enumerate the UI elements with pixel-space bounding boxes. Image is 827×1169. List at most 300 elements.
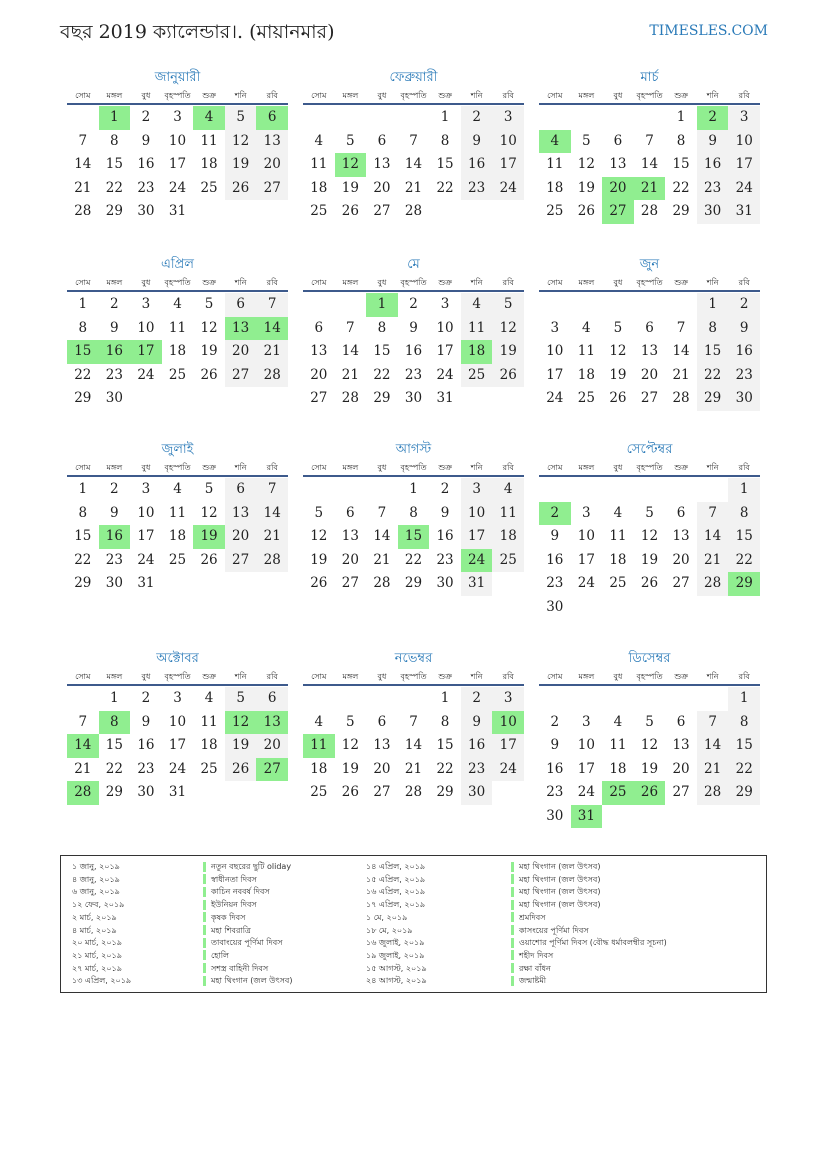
weekday-label: মঙ্গল [106,672,123,681]
empty-cell [303,478,335,502]
day-cell: 21 [74,179,92,196]
day-cell: 25 [310,203,328,219]
empty-cell [602,293,634,317]
day-cell: 31 [137,575,155,591]
day-cell: 27 [225,549,257,573]
day-cell: 28 [256,364,288,388]
holiday-name: মহা থিংগান (জল উৎসব) [519,887,601,897]
day-cell: 21 [256,340,288,364]
month-name: অক্টোবর [156,651,199,666]
day-cell: 18 [200,737,218,753]
weekday-label: বুধ [141,91,151,100]
month-name: আগস্ট [395,442,432,457]
day-cell: 10 [492,130,524,154]
weekday-label: শুক্র [674,91,688,100]
holiday-day-cell: 14 [256,317,288,341]
day-cell: 27 [640,390,659,406]
holiday-date: ৪ জানু, ২০১৯ [72,874,120,884]
holiday-marker [203,925,206,935]
holiday-marker [511,950,514,960]
day-cell: 7 [409,132,418,149]
day-cell: 3 [173,690,182,706]
day-cell: 26 [225,177,257,201]
day-cell: 7 [697,502,729,526]
empty-cell [398,106,430,130]
day-cell: 24 [436,366,454,383]
site-link[interactable]: TIMESLES.COM [649,23,768,39]
day-cell: 21 [341,366,359,383]
holiday-date: ১ মে, ২০১৯ [366,912,408,922]
day-cell: 24 [168,760,187,777]
day-cell: 16 [137,737,155,753]
day-cell: 9 [728,317,760,341]
weekday-header [539,671,760,686]
day-cell: 6 [225,293,257,317]
day-cell: 25 [310,784,328,800]
empty-cell [602,106,634,130]
day-cell: 9 [461,130,493,154]
day-cell: 29 [697,387,729,411]
weekday-label: সোম [311,672,327,681]
holiday-marker [203,862,206,872]
day-cell: 2 [409,296,418,312]
weekday-label: মঙ্গল [342,672,359,681]
day-cell: 26 [200,551,218,568]
day-cell: 30 [461,781,493,805]
day-grid [539,106,760,224]
day-grid [539,478,760,619]
empty-cell [665,293,697,317]
holiday-marker [203,912,206,922]
day-cell: 24 [492,177,524,201]
month-name: ডিসেম্বর [628,651,671,666]
weekday-label: শনি [470,278,483,287]
day-cell: 31 [728,200,760,224]
day-cell: 1 [440,690,450,706]
day-cell: 14 [404,737,423,753]
holiday-date: ১৭ এপ্রিল, ২০১৯ [366,900,426,910]
day-cell: 13 [672,528,690,544]
day-grid [303,106,524,224]
holiday-name: কৃষক দিবস [211,912,246,922]
day-cell: 29 [728,781,760,805]
day-cell: 26 [640,575,659,591]
day-cell: 6 [314,319,324,336]
weekday-label: শনি [234,91,247,100]
weekday-label: শনি [470,91,483,100]
day-cell: 10 [577,737,595,753]
day-cell: 4 [582,319,591,336]
day-cell: 25 [546,203,564,219]
day-cell: 21 [697,758,729,782]
day-cell: 20 [640,366,659,383]
day-cell: 25 [200,760,218,777]
day-cell: 31 [168,203,187,219]
weekday-label: রবি [738,278,750,287]
day-cell: 6 [676,713,686,730]
day-cell: 14 [640,156,659,172]
weekday-label: রবি [266,463,278,472]
weekday-header [303,90,524,105]
weekday-label: মঙ্গল [578,463,595,472]
day-cell: 18 [310,179,328,196]
weekday-header [67,671,288,686]
holiday-marker [511,862,514,872]
empty-cell [602,687,634,711]
day-cell: 23 [728,364,760,388]
day-cell: 11 [200,132,218,149]
day-cell: 28 [640,203,659,219]
holiday-date: ১৫ এপ্রিল, ২০১৯ [366,874,426,884]
day-cell: 8 [697,317,729,341]
month-7 [67,440,288,596]
day-cell: 5 [225,687,257,711]
month-2 [303,68,524,224]
empty-cell [335,687,367,711]
empty-cell [366,687,398,711]
day-cell: 18 [168,528,187,544]
day-cell: 1 [78,481,88,497]
day-cell: 17 [436,343,454,359]
day-cell: 5 [346,132,355,149]
day-cell: 9 [110,504,119,521]
day-cell: 7 [377,504,387,521]
day-cell: 7 [346,319,355,336]
weekday-label: শুক্র [674,672,688,681]
empty-cell [571,478,603,502]
day-cell: 1 [728,687,760,711]
weekday-label: বৃহস্পতি [400,463,427,472]
day-cell: 10 [577,528,595,544]
day-cell: 6 [377,713,387,730]
day-cell: 23 [404,366,423,383]
weekday-label: শুক্র [674,463,688,472]
month-name: মার্চ [640,70,659,85]
holiday-marker [511,887,514,897]
month-9 [539,440,760,619]
day-cell: 16 [546,551,564,568]
day-cell: 21 [74,760,92,777]
holiday-date: ১৮ মে, ২০১৯ [366,925,413,935]
day-cell: 16 [461,734,493,758]
weekday-label: মঙ্গল [342,91,359,100]
month-5 [303,255,524,411]
holiday-entry [511,886,600,899]
day-cell: 2 [550,713,560,730]
day-cell: 9 [461,711,493,735]
month-name: মে [407,257,420,272]
weekday-label: শুক্র [202,278,216,287]
weekday-label: সোম [311,91,327,100]
day-cell: 16 [546,760,564,777]
weekday-label: শনি [706,463,719,472]
holiday-marker [203,900,206,910]
day-cell: 10 [168,713,187,730]
weekday-label: শনি [706,278,719,287]
weekday-label: সোম [311,278,327,287]
weekday-label: শুক্র [438,463,452,472]
empty-cell [571,687,603,711]
holiday-day-cell: 13 [225,317,257,341]
day-cell: 21 [672,366,690,383]
day-cell: 5 [225,106,257,130]
day-cell: 11 [310,156,328,172]
day-cell: 20 [225,340,257,364]
day-cell: 19 [640,760,659,777]
weekday-label: বুধ [141,672,151,681]
day-cell: 23 [461,177,493,201]
day-cell: 7 [78,132,88,149]
day-cell: 11 [546,156,564,172]
weekday-label: বুধ [613,91,623,100]
day-cell: 25 [577,390,595,406]
day-cell: 1 [728,478,760,502]
day-cell: 15 [436,737,454,753]
holiday-entry [511,950,553,963]
holiday-name: মহা শিবরাত্রি [211,925,251,935]
day-cell: 28 [373,575,391,591]
weekday-label: শুক্র [202,672,216,681]
day-cell: 15 [105,737,123,753]
page-title: বছর 2019 ক্যালেন্ডার।. (মায়ানমার) [60,21,335,43]
empty-cell [697,478,729,502]
empty-cell [665,687,697,711]
day-cell: 14 [74,156,92,172]
weekday-label: বুধ [613,278,623,287]
day-cell: 8 [440,713,450,730]
day-cell: 20 [341,551,359,568]
holiday-entry [203,874,257,887]
holiday-day-cell: 31 [571,805,603,829]
day-cell: 26 [310,575,328,591]
day-cell: 15 [672,156,690,172]
empty-cell [398,687,430,711]
holiday-date: ১৬ জুলাই, ২০১৯ [366,938,425,948]
day-cell: 22 [404,551,423,568]
holiday-entry [203,950,229,963]
day-cell: 23 [436,551,454,568]
day-cell: 30 [697,200,729,224]
day-cell: 6 [256,687,288,711]
day-cell: 2 [110,296,119,312]
day-cell: 22 [728,758,760,782]
holiday-name: মহা থিংগান (জল উৎসব) [519,862,601,871]
empty-cell [571,293,603,317]
day-cell: 29 [672,203,690,219]
day-cell: 3 [440,296,450,312]
day-cell: 26 [341,784,359,800]
day-grid [539,687,760,828]
day-cell: 29 [105,784,123,800]
day-cell: 25 [609,575,627,591]
weekday-label: বৃহস্পতি [400,278,427,287]
holiday-name: রক্ষা বাঁধন [519,963,551,973]
day-cell: 23 [697,177,729,201]
day-cell: 19 [310,551,328,568]
weekday-label: শনি [234,463,247,472]
weekday-label: বৃহস্পতি [636,91,663,100]
month-name: সেপ্টেম্বর [626,442,673,457]
day-grid [303,478,524,596]
day-cell: 16 [436,528,454,544]
day-cell: 31 [436,390,454,406]
month-name: নভেম্বর [394,651,433,666]
day-cell: 21 [256,525,288,549]
day-cell: 27 [310,390,328,406]
weekday-label: রবি [738,463,750,472]
weekday-label: শুক্র [438,672,452,681]
day-cell: 18 [546,179,564,196]
holiday-name: শ্রমদিবস [519,912,546,922]
day-cell: 19 [225,734,257,758]
day-cell: 17 [577,760,595,777]
weekday-label: বুধ [141,463,151,472]
holiday-name: নতুন বছরের ছুটি oliday [211,862,292,871]
day-cell: 28 [341,390,359,406]
holiday-name: ইউনিয়ন দিবস [211,900,257,910]
weekday-label: সোম [75,672,91,681]
day-cell: 22 [105,179,123,196]
holiday-name: তাবাংয়ের পূর্ণিমা দিবস [211,938,283,948]
weekday-label: মঙ্গল [578,672,595,681]
day-cell: 13 [341,528,359,544]
weekday-label: শুক্র [202,91,216,100]
day-cell: 5 [314,504,324,521]
day-cell: 17 [492,153,524,177]
day-cell: 16 [728,340,760,364]
holiday-marker [511,912,514,922]
weekday-label: রবি [738,91,750,100]
day-cell: 18 [577,366,595,383]
weekday-label: সোম [75,91,91,100]
month-12 [539,649,760,828]
weekday-label: বুধ [377,278,387,287]
holiday-date: ১৩ এপ্রিল, ২০১৯ [72,976,132,986]
day-cell: 12 [341,737,359,753]
holiday-date: ৬ জানু, ২০১৯ [72,887,120,897]
holiday-day-cell: 1 [99,106,131,130]
day-cell: 10 [728,130,760,154]
day-cell: 22 [436,179,454,196]
day-cell: 5 [204,296,214,312]
day-grid [67,478,288,596]
empty-cell [366,106,398,130]
day-cell: 9 [550,528,560,544]
empty-cell [634,687,666,711]
weekday-label: রবি [738,672,750,681]
holiday-entry [203,925,251,938]
day-cell: 23 [137,179,155,196]
day-cell: 6 [225,478,257,502]
weekday-label: শুক্র [438,91,452,100]
day-cell: 6 [645,319,654,336]
day-cell: 12 [225,130,257,154]
day-cell: 14 [697,525,729,549]
weekday-label: বৃহস্পতি [636,463,663,472]
holiday-entry [511,925,589,938]
day-cell: 6 [613,132,623,149]
holiday-entry [203,912,245,925]
day-cell: 5 [204,481,214,497]
day-cell: 17 [492,734,524,758]
day-cell: 1 [440,109,450,125]
day-cell: 19 [492,340,524,364]
day-cell: 11 [200,713,218,730]
empty-cell [634,293,666,317]
month-3 [539,68,760,224]
day-cell: 5 [582,132,591,149]
day-cell: 18 [168,343,187,359]
month-8 [303,440,524,596]
weekday-label: বৃহস্পতি [400,672,427,681]
holiday-marker [203,976,206,986]
day-cell: 28 [404,203,423,219]
holiday-day-cell: 17 [130,340,162,364]
day-cell: 20 [373,760,391,777]
day-cell: 27 [256,177,288,201]
day-cell: 5 [613,319,623,336]
weekday-label: মঙ্গল [578,278,595,287]
holiday-day-cell: 12 [225,711,257,735]
day-cell: 12 [577,156,595,172]
empty-cell [634,478,666,502]
holiday-entry [511,861,600,874]
holiday-entry [511,937,667,950]
weekday-label: বুধ [613,672,623,681]
holiday-date: ১২ ফেব, ২০১৯ [72,900,125,910]
day-cell: 15 [373,343,391,359]
weekday-label: সোম [547,463,563,472]
day-cell: 28 [404,784,423,800]
day-cell: 5 [492,293,524,317]
holiday-day-cell: 21 [634,177,666,201]
weekday-label: রবি [502,278,514,287]
holiday-day-cell: 15 [398,525,430,549]
weekday-label: শুক্র [674,278,688,287]
month-6 [539,255,760,411]
holiday-day-cell: 6 [256,106,288,130]
holiday-entry [203,937,283,950]
month-10 [67,649,288,805]
empty-cell [634,106,666,130]
day-cell: 13 [256,130,288,154]
day-cell: 14 [404,156,423,172]
empty-cell [366,478,398,502]
weekday-label: বৃহস্পতি [164,91,191,100]
day-cell: 28 [697,572,729,596]
day-cell: 24 [577,784,595,800]
holiday-name: ওয়াশোর পূর্ণিমা দিবস (বৌদ্ধ ধর্মাবলম্বীর সূচনা) [519,938,667,948]
weekday-label: বৃহস্পতি [400,91,427,100]
day-cell: 18 [609,760,627,777]
day-cell: 3 [173,109,182,125]
holiday-marker [511,976,514,986]
day-cell: 20 [310,366,328,383]
day-cell: 22 [672,179,690,196]
holiday-day-cell: 16 [99,525,131,549]
empty-cell [67,106,99,130]
holiday-date: ১৯ জুলাই, ২০১৯ [366,950,425,960]
month-name: জুন [639,257,660,272]
weekday-label: রবি [266,91,278,100]
holiday-day-cell: 18 [461,340,493,364]
day-cell: 12 [640,737,659,753]
weekday-label: বুধ [377,672,387,681]
day-cell: 19 [341,760,359,777]
day-cell: 26 [609,390,627,406]
holiday-name: সশস্ত্র বাহিনী দিবস [211,963,269,973]
holiday-day-cell: 29 [728,572,760,596]
